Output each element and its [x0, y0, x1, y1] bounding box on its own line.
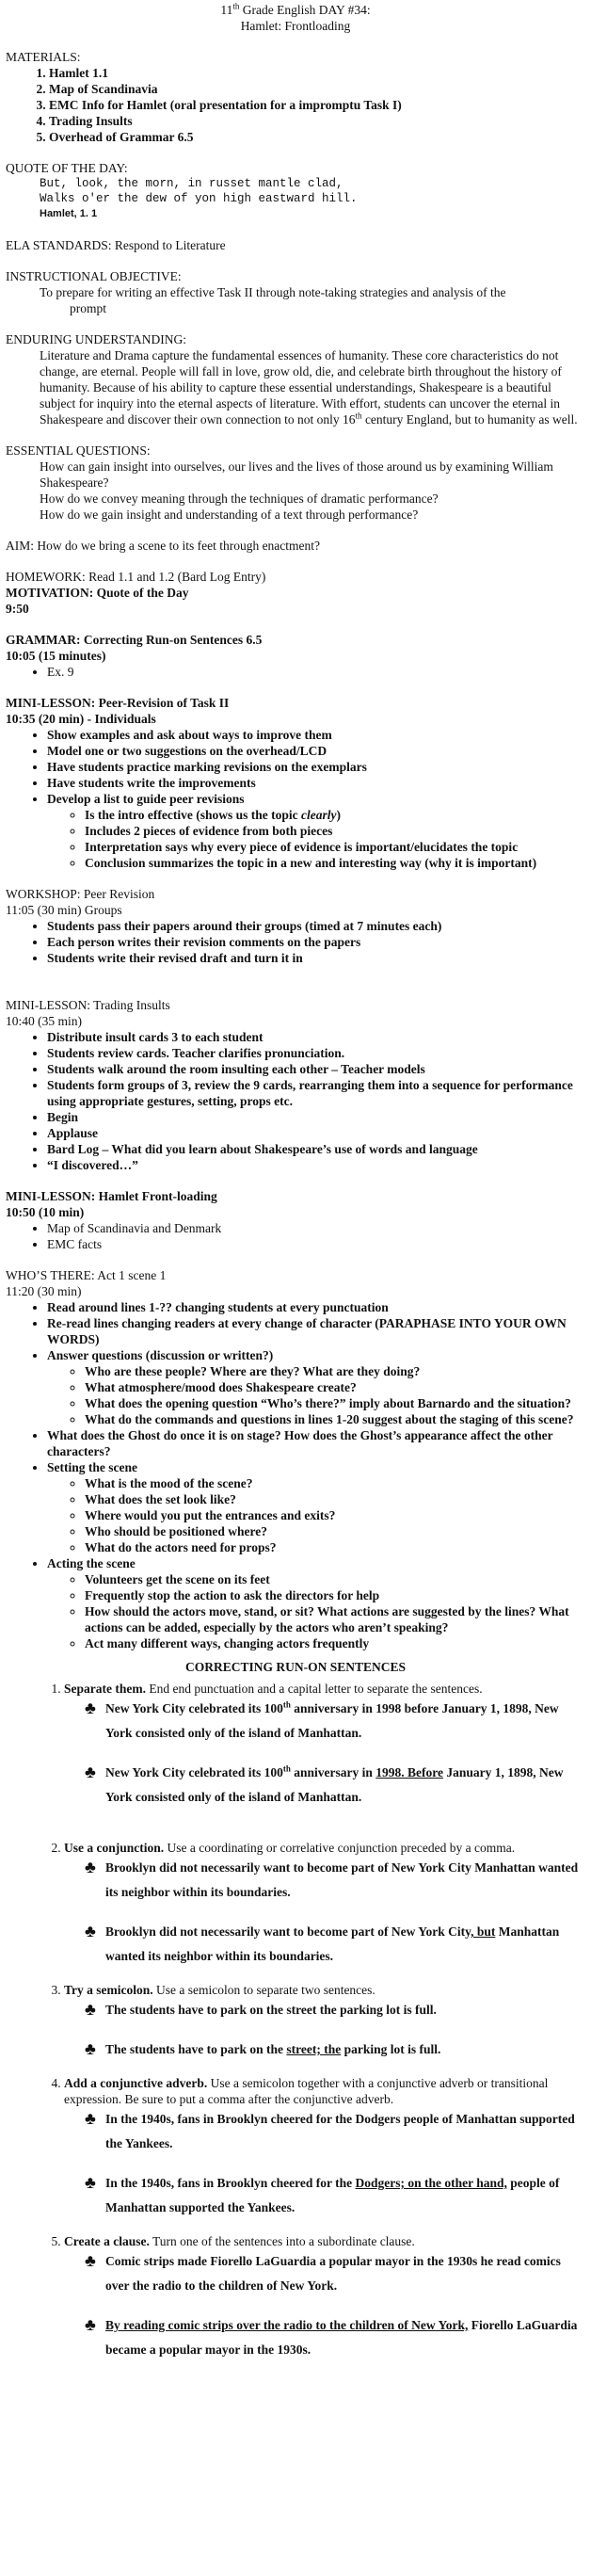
club-icon: ♣	[85, 2251, 96, 2270]
example-sentence: ♣ New York City celebrated its 100th anniversary in 1998 before January 1, 1898, New York consisted only of the island of Manhattan.	[85, 1697, 585, 1746]
list-item: ◦ What does the set look like?	[85, 1491, 585, 1507]
materials-section	[6, 49, 585, 145]
list-item: • What does the Ghost do once it is on stage? How does the Ghost’s appearance affect the other characters?	[47, 1427, 585, 1459]
club-icon: ♣	[85, 2315, 96, 2334]
list-item: • Have students write the improvements	[47, 775, 585, 791]
list-item: 1. Hamlet 1.1	[49, 65, 585, 81]
example-sentence: ♣ By reading comic strips over the radio to the children of New York, Fiorello LaGuardia became a popular mayor in the 1930s.	[85, 2313, 585, 2362]
materials-heading: MATERIALS:	[6, 50, 81, 64]
ela-standards: ELA STANDARDS: Respond to Literature	[6, 238, 226, 252]
example-sentence: ♣ In the 1940s, fans in Brooklyn cheered for the Dodgers people of Manhattan supported the Yankees.	[85, 2107, 585, 2156]
list-item: ◦ What is the mood of the scene?	[85, 1475, 585, 1491]
quote-line-2: Walks o'er the dew of yon high eastward hill.	[40, 192, 358, 205]
club-icon: ♣	[85, 1922, 96, 1940]
list-item: 3. Try a semicolon. Use a semicolon to separate two sentences. ♣ The students have to park on the street the parking lot is full. ♣ The students have to park on the street; the parking lot is full.	[64, 1982, 585, 2062]
peer-lesson-title: MINI-LESSON: Peer-Revision of Task II	[6, 696, 230, 710]
example-sentence: ♣ Brooklyn did not necessarily want to become part of New York City Manhattan wanted its neighbor within its boundaries.	[85, 1856, 585, 1905]
workshop-section	[6, 886, 585, 966]
aim: AIM: How do we bring a scene to its feet through enactment?	[6, 539, 321, 553]
list-item: 2. Map of Scandinavia	[49, 81, 585, 97]
list-item: • Read around lines 1-?? changing students at every punctuation	[47, 1299, 585, 1315]
list-item: • Map of Scandinavia and Denmark	[47, 1220, 585, 1236]
list-item: ◦ Is the intro effective (shows us the topic clearly)	[85, 807, 585, 823]
whos-there-time: 11:20 (30 min)	[6, 1284, 82, 1298]
grammar-section	[6, 632, 585, 680]
document-header	[6, 2, 585, 34]
list-item: 4. Add a conjunctive adverb. Use a semicolon together with a conjunctive adverb or transitional expression. Be sure to put a comma after the conjunctive adverb. ♣ In the 1940s, fans in Brooklyn cheered for the Dodgers people of Manhattan supported the Yankees. ♣ In the 1940s, fans in Brooklyn cheered for the Dodgers; on the other hand, people of Manhattan supported the Yankees.	[64, 2075, 585, 2220]
example-sentence: ♣ Comic strips made Fiorello LaGuardia a popular mayor in the 1930s he read comics over the radio to the children of New York.	[85, 2249, 585, 2298]
list-item: • Develop a list to guide peer revisions ◦ Is the intro effective (shows us the topic clearly) ◦ Includes 2 pieces of evidence from both pieces ◦ Interpretation says why every piece of evidence is important/elucidates the topic ◦ Conclusion summarizes the topic in a new and interesting way (why it is important)	[47, 791, 585, 871]
club-icon: ♣	[85, 1763, 96, 1781]
workshop-title: WORKSHOP: Peer Revision	[6, 887, 155, 901]
list-item: ◦ How should the actors move, stand, or sit? What actions are suggested by the lines? What actions can be added, especially by the actors who aren’t speaking?	[85, 1603, 585, 1635]
club-icon: ♣	[85, 1699, 96, 1717]
workshop-time: 11:05 (30 min) Groups	[6, 903, 122, 917]
list-item: ◦ Interpretation says why every piece of evidence is important/elucidates the topic	[85, 839, 585, 855]
peer-guide-sublist	[72, 807, 585, 871]
club-icon: ♣	[85, 2000, 96, 2019]
list-item: ◦ Where would you put the entrances and exits?	[85, 1507, 585, 1523]
list-item: ◦ Frequently stop the action to ask the directors for help	[85, 1587, 585, 1603]
frontloading-list	[34, 1220, 585, 1252]
list-item: • Students walk around the room insulting each other – Teacher models	[47, 1061, 585, 1077]
homework: HOMEWORK: Read 1.1 and 1.2 (Bard Log Entry)	[6, 570, 266, 584]
club-icon: ♣	[85, 2109, 96, 2128]
insults-section	[6, 997, 585, 1173]
list-item: ◦ Includes 2 pieces of evidence from both pieces	[85, 823, 585, 839]
question-item: How do we convey meaning through the techniques of dramatic performance?	[40, 491, 439, 506]
list-item: • Students review cards. Teacher clarifies pronunciation.	[47, 1045, 585, 1061]
peer-lesson-list	[34, 727, 585, 871]
list-item: • Re-read lines changing readers at every change of character (PARAPHASE INTO YOUR OWN WORDS)	[47, 1315, 585, 1347]
club-icon: ♣	[85, 2173, 96, 2192]
list-item: • Students write their revised draft and turn it in	[47, 950, 585, 966]
list-item: • Model one or two suggestions on the overhead/LCD	[47, 743, 585, 759]
insults-list	[34, 1029, 585, 1173]
quote-heading: QUOTE OF THE DAY:	[6, 161, 128, 175]
example-sentence: ♣ The students have to park on the street; the parking lot is full.	[85, 2037, 585, 2062]
whos-there-title: WHO’S THERE: Act 1 scene 1	[6, 1268, 167, 1282]
materials-list	[34, 65, 585, 145]
list-item: • Have students practice marking revisions on the exemplars	[47, 759, 585, 775]
list-item: ◦ What atmosphere/mood does Shakespeare create?	[85, 1379, 585, 1395]
understanding-text: Literature and Drama capture the fundamental essences of humanity. These core characteristics do not change, are eternal. People will fall in love, grow old, die, and celebrate birth throughout the history of humanity. Because of his ability to capture these essential understandings, Shakespeare is a beautiful subject for inquiry into the eternal aspects of literature. With effort, students can uncover the eternal in Shakespeare and discover their own connection to not only 16th century England, but to humanity as well.	[40, 348, 578, 427]
list-item: • Students form groups of 3, review the 9 cards, rearranging them into a sequence for performance using appropriate gestures, setting, props etc.	[47, 1077, 585, 1109]
quote-citation: Hamlet, 1. 1	[40, 208, 98, 219]
understanding-heading: ENDURING UNDERSTANDING:	[6, 332, 187, 346]
questions-heading: ESSENTIAL QUESTIONS:	[6, 443, 151, 458]
list-item: ◦ Conclusion summarizes the topic in a new and interesting way (why it is important)	[85, 855, 585, 871]
list-item: • Ex. 9	[47, 664, 585, 680]
question-item: How do we gain insight and understanding of a text through performance?	[40, 507, 419, 522]
list-item: 5. Overhead of Grammar 6.5	[49, 129, 585, 145]
list-item: ◦ Act many different ways, changing actors frequently	[85, 1635, 585, 1651]
runon-title: CORRECTING RUN-ON SENTENCES	[184, 1660, 407, 1674]
grammar-title: GRAMMAR: Correcting Run-on Sentences 6.5	[6, 633, 263, 647]
understanding-section	[6, 331, 585, 427]
frontloading-title: MINI-LESSON: Hamlet Front-loading	[6, 1189, 217, 1203]
list-item: 2. Use a conjunction. Use a coordinating or correlative conjunction preceded by a comma. ♣ Brooklyn did not necessarily want to become part of New York City Manhattan wanted its neighbor within its boundaries. ♣ Brooklyn did not necessarily want to become part of New York City, but Manhattan wanted its neighbor within its boundaries.	[64, 1840, 585, 1969]
list-item: • Begin	[47, 1109, 585, 1125]
objective-text: To prepare for writing an effective Task II through note-taking strategies and analysis of the	[40, 285, 506, 299]
objective-heading: INSTRUCTIONAL OBJECTIVE:	[6, 269, 182, 283]
questions-section	[6, 443, 585, 523]
list-item: • Students pass their papers around their groups (timed at 7 minutes each)	[47, 918, 585, 934]
motivation-time: 9:50	[6, 602, 29, 616]
list-item: • Distribute insult cards 3 to each student	[47, 1029, 585, 1045]
motivation-title: MOTIVATION: Quote of the Day	[6, 586, 189, 600]
list-item: ◦ What do the actors need for props?	[85, 1539, 585, 1555]
whos-there-section	[6, 1267, 585, 1651]
peer-lesson-section	[6, 695, 585, 871]
runon-list	[47, 1681, 585, 2362]
list-item: ◦ What does the opening question “Who’s there?” imply about Barnardo and the situation?	[85, 1395, 585, 1411]
list-item: ◦ What do the commands and questions in lines 1-20 suggest about the staging of this scene?	[85, 1411, 585, 1427]
peer-lesson-time: 10:35 (20 min) - Individuals	[6, 712, 156, 726]
list-item: • Each person writes their revision comments on the papers	[47, 934, 585, 950]
quote-line-1: But, look, the morn, in russet mantle clad,	[40, 177, 343, 190]
list-item: • Setting the scene ◦ What is the mood of the scene? ◦ What does the set look like? ◦ Where would you put the entrances and exits? ◦ Who should be positioned where? ◦ What do the actors need for props?	[47, 1459, 585, 1555]
club-icon: ♣	[85, 2039, 96, 2058]
list-item: • Answer questions (discussion or written?) ◦ Who are these people? Where are they? What are they doing? ◦ What atmosphere/mood does Shakespeare create? ◦ What does the opening question “Who’s there?” imply about Barnardo and the situation? ◦ What do the commands and questions in lines 1-20 suggest about the staging of this scene?	[47, 1347, 585, 1427]
question-item: How can gain insight into ourselves, our lives and the lives of those around us by examining William Shakespeare?	[40, 459, 553, 490]
workshop-list	[34, 918, 585, 966]
list-item: 5. Create a clause. Turn one of the sentences into a subordinate clause. ♣ Comic strips made Fiorello LaGuardia a popular mayor in the 1930s he read comics over the radio to the children of New York. ♣ By reading comic strips over the radio to the children of New York, Fiorello LaGuardia became a popular mayor in the 1930s.	[64, 2233, 585, 2362]
setting-sublist	[72, 1475, 585, 1555]
insults-title: MINI-LESSON: Trading Insults	[6, 998, 170, 1012]
list-item: 4. Trading Insults	[49, 113, 585, 129]
insults-time: 10:40 (35 min)	[6, 1014, 82, 1028]
example-sentence: ♣ New York City celebrated its 100th anniversary in 1998. Before January 1, 1898, New York consisted only of the island of Manhattan.	[85, 1761, 585, 1810]
list-item: ◦ Who are these people? Where are they? What are they doing?	[85, 1363, 585, 1379]
frontloading-time: 10:50 (10 min)	[6, 1205, 85, 1219]
grammar-list	[34, 664, 585, 680]
list-item: • Applause	[47, 1125, 585, 1141]
header-line-1: 11th Grade English DAY #34:	[220, 1, 371, 17]
list-item: • Show examples and ask about ways to improve them	[47, 727, 585, 743]
frontloading-section	[6, 1188, 585, 1252]
grammar-time: 10:05 (15 minutes)	[6, 649, 106, 663]
objective-section	[6, 268, 585, 316]
quote-section	[6, 160, 585, 222]
objective-text-cont: prompt	[70, 301, 106, 315]
club-icon: ♣	[85, 1858, 96, 1876]
list-item: ◦ Volunteers get the scene on its feet	[85, 1571, 585, 1587]
list-item: 1. Separate them. End end punctuation and a capital letter to separate the sentences. ♣ New York City celebrated its 100th anniversary in 1998 before January 1, 1898, New York consisted only of the island of Manhattan. ♣ New York City celebrated its 100th anniversary in 1998. Before January 1, 1898, New York consisted only of the island of Manhattan.	[64, 1681, 585, 1810]
list-item: • “I discovered…”	[47, 1157, 585, 1173]
list-item: • Bard Log – What did you learn about Shakespeare’s use of words and language	[47, 1141, 585, 1157]
list-item: • Acting the scene ◦ Volunteers get the scene on its feet ◦ Frequently stop the action to ask the directors for help ◦ How should the actors move, stand, or sit? What actions are suggested by the lines? What actions can be added, especially by the actors who aren’t speaking? ◦ Act many different ways, changing actors frequently	[47, 1555, 585, 1651]
list-item: ◦ Who should be positioned where?	[85, 1523, 585, 1539]
example-sentence: ♣ In the 1940s, fans in Brooklyn cheered for the Dodgers; on the other hand, people of Manhattan supported the Yankees.	[85, 2171, 585, 2220]
list-item: 3. EMC Info for Hamlet (oral presentation for a impromptu Task I)	[49, 97, 585, 113]
example-sentence: ♣ Brooklyn did not necessarily want to become part of New York City, but Manhattan wanted its neighbor within its boundaries.	[85, 1920, 585, 1969]
acting-sublist	[72, 1571, 585, 1651]
list-item: • EMC facts	[47, 1236, 585, 1252]
example-sentence: ♣ The students have to park on the street the parking lot is full.	[85, 1998, 585, 2022]
questions-sublist	[72, 1363, 585, 1427]
whos-there-list	[34, 1299, 585, 1651]
header-line-2: Hamlet: Frontloading	[240, 19, 351, 33]
